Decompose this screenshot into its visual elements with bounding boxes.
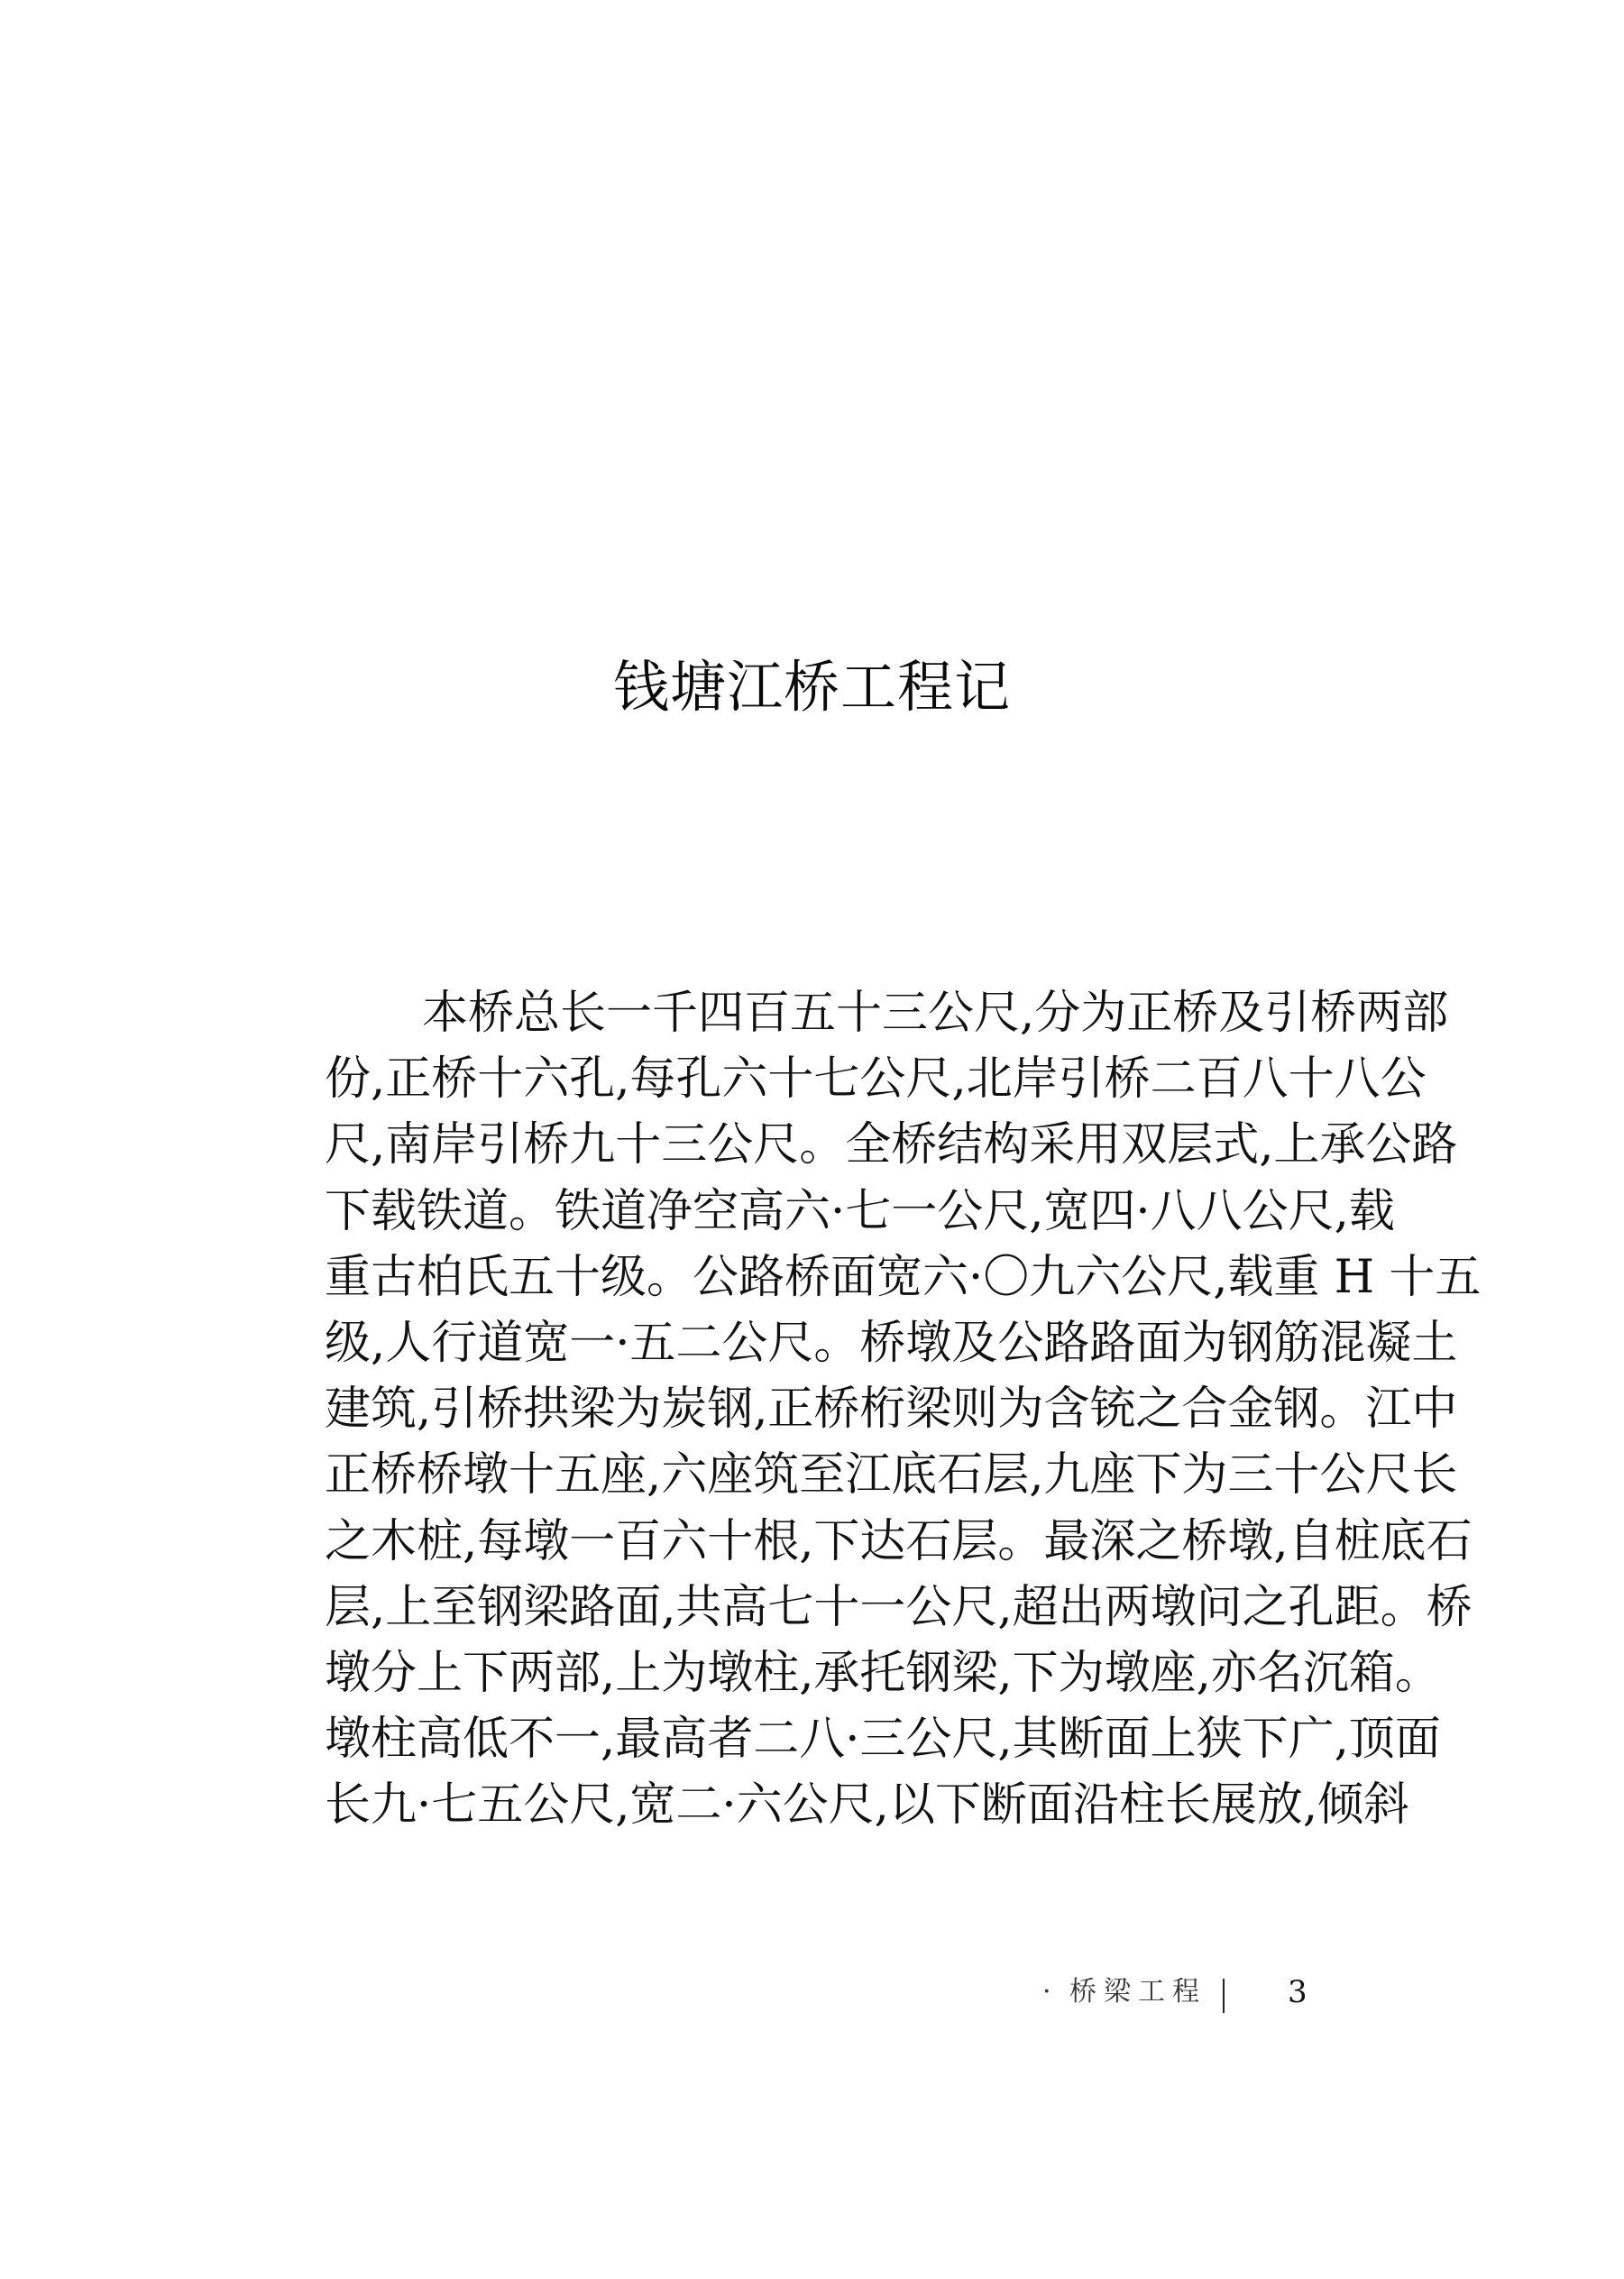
body-line: 重古柏氏五十级。公路桥面宽六·〇九六公尺,载重 H 十五 (325, 1250, 1482, 1304)
body-line: 长九·七五公尺,宽二·六公尺,以下断面沿柱长展放,倾斜 (325, 1778, 1410, 1833)
body-line: 本桥总长一千四百五十三公尺,分为正桥及引桥两部 (422, 987, 1449, 1040)
body-line: 下载铁道。铁道净空高六·七一公尺,宽四·八八公尺,载 (325, 1184, 1395, 1238)
body-line: 建筑,引桥拱梁为炭钢,正桥桁梁则为含铳之合金钢。江中 (325, 1383, 1458, 1437)
footer-bullet: · (1042, 1976, 1051, 2008)
page-title: 钱塘江桥工程记 (612, 654, 1011, 720)
body-line: 之木桩,每墩一百六十根,下达石层。最深之桥墩,自桩底石 (325, 1514, 1473, 1568)
body-line: 正桥桥墩十五座,六座筑至江底石层,九座下为三十公尺长 (325, 1448, 1458, 1502)
body-line: 级,人行道宽一·五二公尺。桥墩及公路路面为钢筋混凝土 (325, 1316, 1458, 1370)
body-line: 层,上至钢梁路面,共高七十一公尺,超出两墩问之孔距。桥 (325, 1580, 1473, 1634)
footer-section-title: 桥梁工程 (1069, 1976, 1207, 2008)
page-footer (1028, 1970, 1307, 2015)
body-paragraph (325, 980, 1482, 1838)
page-number: 3 (1288, 1974, 1307, 2010)
body-line: 份,正桥十六孔,每孔六十七公尺,北岸引桥二百八十八公 (325, 1052, 1427, 1107)
body-line: 墩柱高低不一,最高者二八·三公尺,其断面上狭下广,顶面 (325, 1713, 1441, 1767)
footer-divider (1223, 1979, 1225, 2013)
body-line: 墩分上下两部,上为墩柱,承托钢梁,下为墩座,亦名沉箱。 (325, 1646, 1441, 1700)
body-line: 尺,南岸引桥九十三公尺。全桥结构采用双层式,上承公路 (325, 1118, 1458, 1172)
